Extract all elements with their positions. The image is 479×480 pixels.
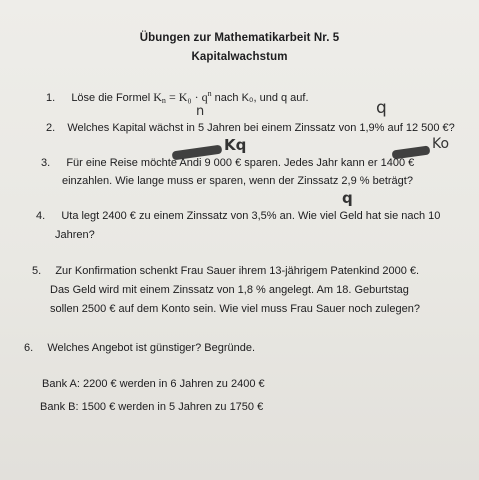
worksheet-title: Übungen zur Mathematikarbeit Nr. 5 [139, 32, 340, 44]
task-5-line-3: sollen 2500 € auf dem Konto sein. Wie viel muss Frau Sauer noch zulegen? [50, 303, 420, 315]
task-text: Löse die Formel [71, 92, 151, 104]
task-2 [46, 122, 455, 134]
task-number: 2. [46, 122, 56, 134]
task-text: Zur Konfirmation schenkt Frau Sauer ihrem 13-jährigem Patenkind 2000 €. [55, 265, 420, 277]
task-text: Für eine Reise möchte Andi 9 000 € sparen. Jedes Jahr kann er 1400 € [66, 157, 415, 169]
handwritten-kq: Kq [224, 136, 247, 154]
handwritten-q-task3: q [342, 189, 353, 207]
task-number: 4. [36, 210, 46, 222]
worksheet-subtitle: Kapitalwachstum [191, 51, 288, 63]
task-text-after: nach K₀, und q auf. [214, 92, 309, 104]
formula-rhs: = K₀ · q [168, 90, 208, 104]
task-number: 3. [41, 157, 51, 169]
handwritten-ko: Ko [432, 136, 450, 152]
handwritten-n: n [196, 104, 205, 119]
task-6 [24, 342, 255, 354]
handwritten-q-task2: q [376, 98, 387, 118]
formula-exponent: n [207, 89, 212, 98]
task-4-line-1 [36, 210, 440, 222]
task-text: Welches Angebot ist günstiger? Begründe. [47, 342, 256, 354]
task-3-line-2: einzahlen. Wie lange muss er sparen, wenn der Zinssatz 2,9 % beträgt? [62, 175, 413, 187]
bank-b-offer: Bank B: 1500 € werden in 5 Jahren zu 1750 € [40, 401, 264, 413]
task-number: 6. [24, 342, 34, 354]
task-5-line-1 [32, 265, 419, 277]
formula-kn: $K_n$ [153, 90, 166, 105]
task-text: Welches Kapital wächst in 5 Jahren bei einem Zinssatz von 1,9% auf 12 500 €? [67, 122, 455, 134]
task-number: 5. [32, 265, 42, 277]
task-3-line-1 [41, 157, 414, 169]
task-1 [46, 89, 309, 105]
task-4-line-2: Jahren? [55, 229, 95, 241]
bank-a-offer: Bank A: 2200 € werden in 6 Jahren zu 2400 € [42, 378, 265, 390]
task-5-line-2: Das Geld wird mit einem Zinssatz von 1,8 % angelegt. Am 18. Geburtstag [50, 284, 409, 296]
task-number: 1. [46, 92, 56, 104]
task-text: Uta legt 2400 € zu einem Zinssatz von 3,5% an. Wie viel Geld hat sie nach 10 [61, 210, 441, 222]
